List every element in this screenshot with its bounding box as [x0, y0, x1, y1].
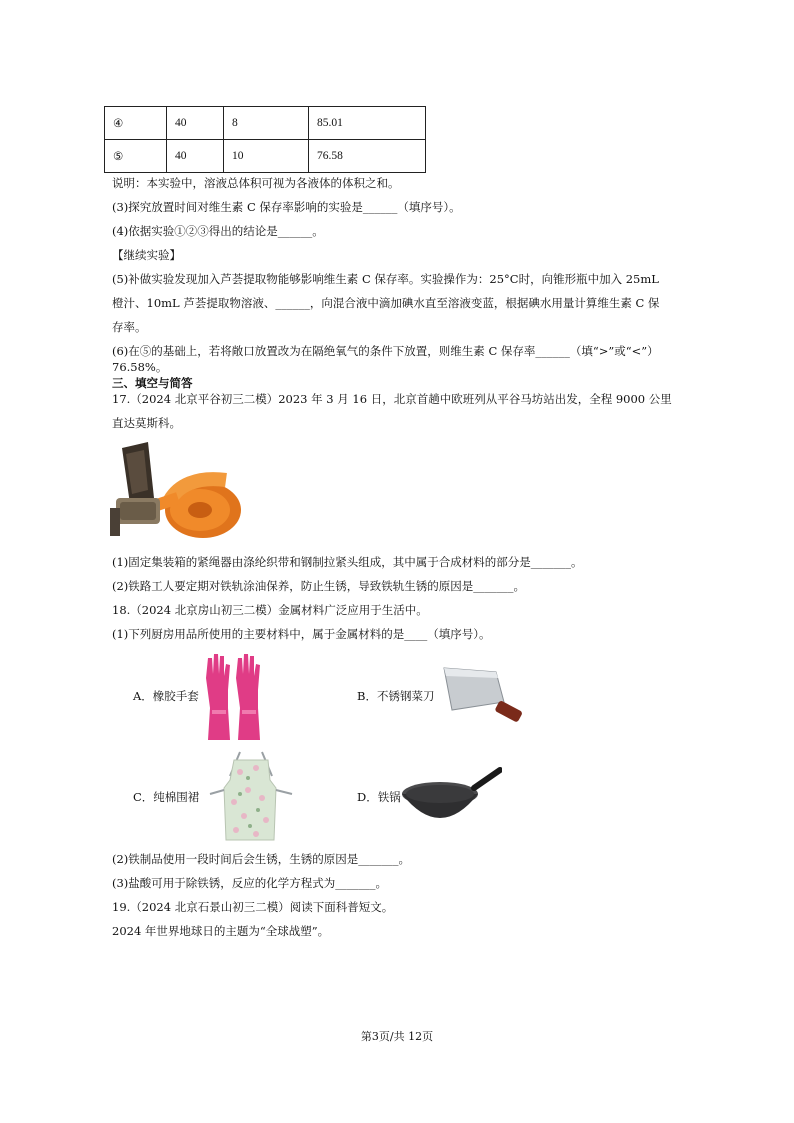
- table-cell: 76.58: [309, 140, 426, 173]
- iron-wok-image: [400, 766, 502, 828]
- table-cell: 8: [224, 107, 309, 140]
- page-footer: 第3页/共 12页: [360, 1030, 434, 1043]
- question-18-part-1: (1)下列厨房用品所使用的主要材料中，属于金属材料的是____（填序号）。: [112, 627, 491, 641]
- option-a-label: A．橡胶手套: [133, 689, 199, 703]
- option-d-label: D．铁锅: [357, 790, 401, 804]
- table-cell: 85.01: [309, 107, 426, 140]
- question-5-line-2: 橙汁、10mL 芦荟提取物溶液、______，向混合液中滴加碘水直至溶液变蓝，根据碘水用量计算维生素 C 保: [112, 296, 660, 310]
- question-19-line-2: 2024 年世界地球日的主题为“全球战塑”。: [112, 924, 330, 938]
- cleaver-image: [440, 664, 528, 726]
- option-b-label: B．不锈钢菜刀: [357, 689, 435, 703]
- question-3: (3)探究放置时间对维生素 C 保存率影响的实验是______（填序号）。: [112, 200, 461, 214]
- question-6-line-2: 76.58%。: [112, 360, 168, 374]
- table-cell: ⑤: [105, 140, 167, 173]
- table-row: [105, 140, 426, 173]
- note-text: 说明：本实验中，溶液总体积可视为各液体的体积之和。: [112, 176, 400, 190]
- question-19: 19.（2024 北京石景山初三二模）阅读下面科普短文。: [112, 900, 394, 914]
- table-cell: 40: [167, 107, 224, 140]
- question-6-line-1: (6)在⑤的基础上，若将敞口放置改为在隔绝氧气的条件下放置，则维生素 C 保存率______（填“>”或“<”）: [112, 344, 659, 358]
- question-17-line-1: 17.（2024 北京平谷初三二模）2023 年 3 月 16 日，北京首趟中欧班列从平谷马坊站出发，全程 9000 公里: [112, 392, 672, 406]
- table-cell: 10: [224, 140, 309, 173]
- question-5-line-3: 存率。: [112, 320, 147, 334]
- question-5-line-1: (5)补做实验发现加入芦荟提取物能够影响维生素 C 保存率。实验操作为：25°C时，向锥形瓶中加入 25mL: [112, 272, 659, 286]
- ratchet-strap-image: [108, 438, 243, 544]
- experiment-table: [104, 106, 426, 173]
- table-cell: ④: [105, 107, 167, 140]
- table-row: [105, 107, 426, 140]
- table-cell: 40: [167, 140, 224, 173]
- rubber-gloves-image: [202, 650, 264, 742]
- question-17-part-1: (1)固定集装箱的紧绳器由涤纶织带和钢制拉紧头组成，其中属于合成材料的部分是_______。: [112, 555, 583, 569]
- cotton-apron-image: [204, 750, 298, 842]
- continue-header: 【继续实验】: [112, 248, 181, 262]
- question-17-part-2: (2)铁路工人要定期对铁轨涂油保养，防止生锈，导致铁轨生锈的原因是_______。: [112, 579, 526, 593]
- question-17-line-2: 直达莫斯科。: [112, 416, 181, 430]
- question-18-part-3: (3)盐酸可用于除铁锈，反应的化学方程式为_______。: [112, 876, 388, 890]
- option-c-label: C．纯棉围裙: [133, 790, 200, 804]
- section-3-header: 三、填空与简答: [112, 376, 193, 390]
- question-18-part-2: (2)铁制品使用一段时间后会生锈，生锈的原因是_______。: [112, 852, 411, 866]
- question-18: 18.（2024 北京房山初三二模）金属材料广泛应用于生活中。: [112, 603, 428, 617]
- question-4: (4)依据实验①②③得出的结论是______。: [112, 224, 324, 238]
